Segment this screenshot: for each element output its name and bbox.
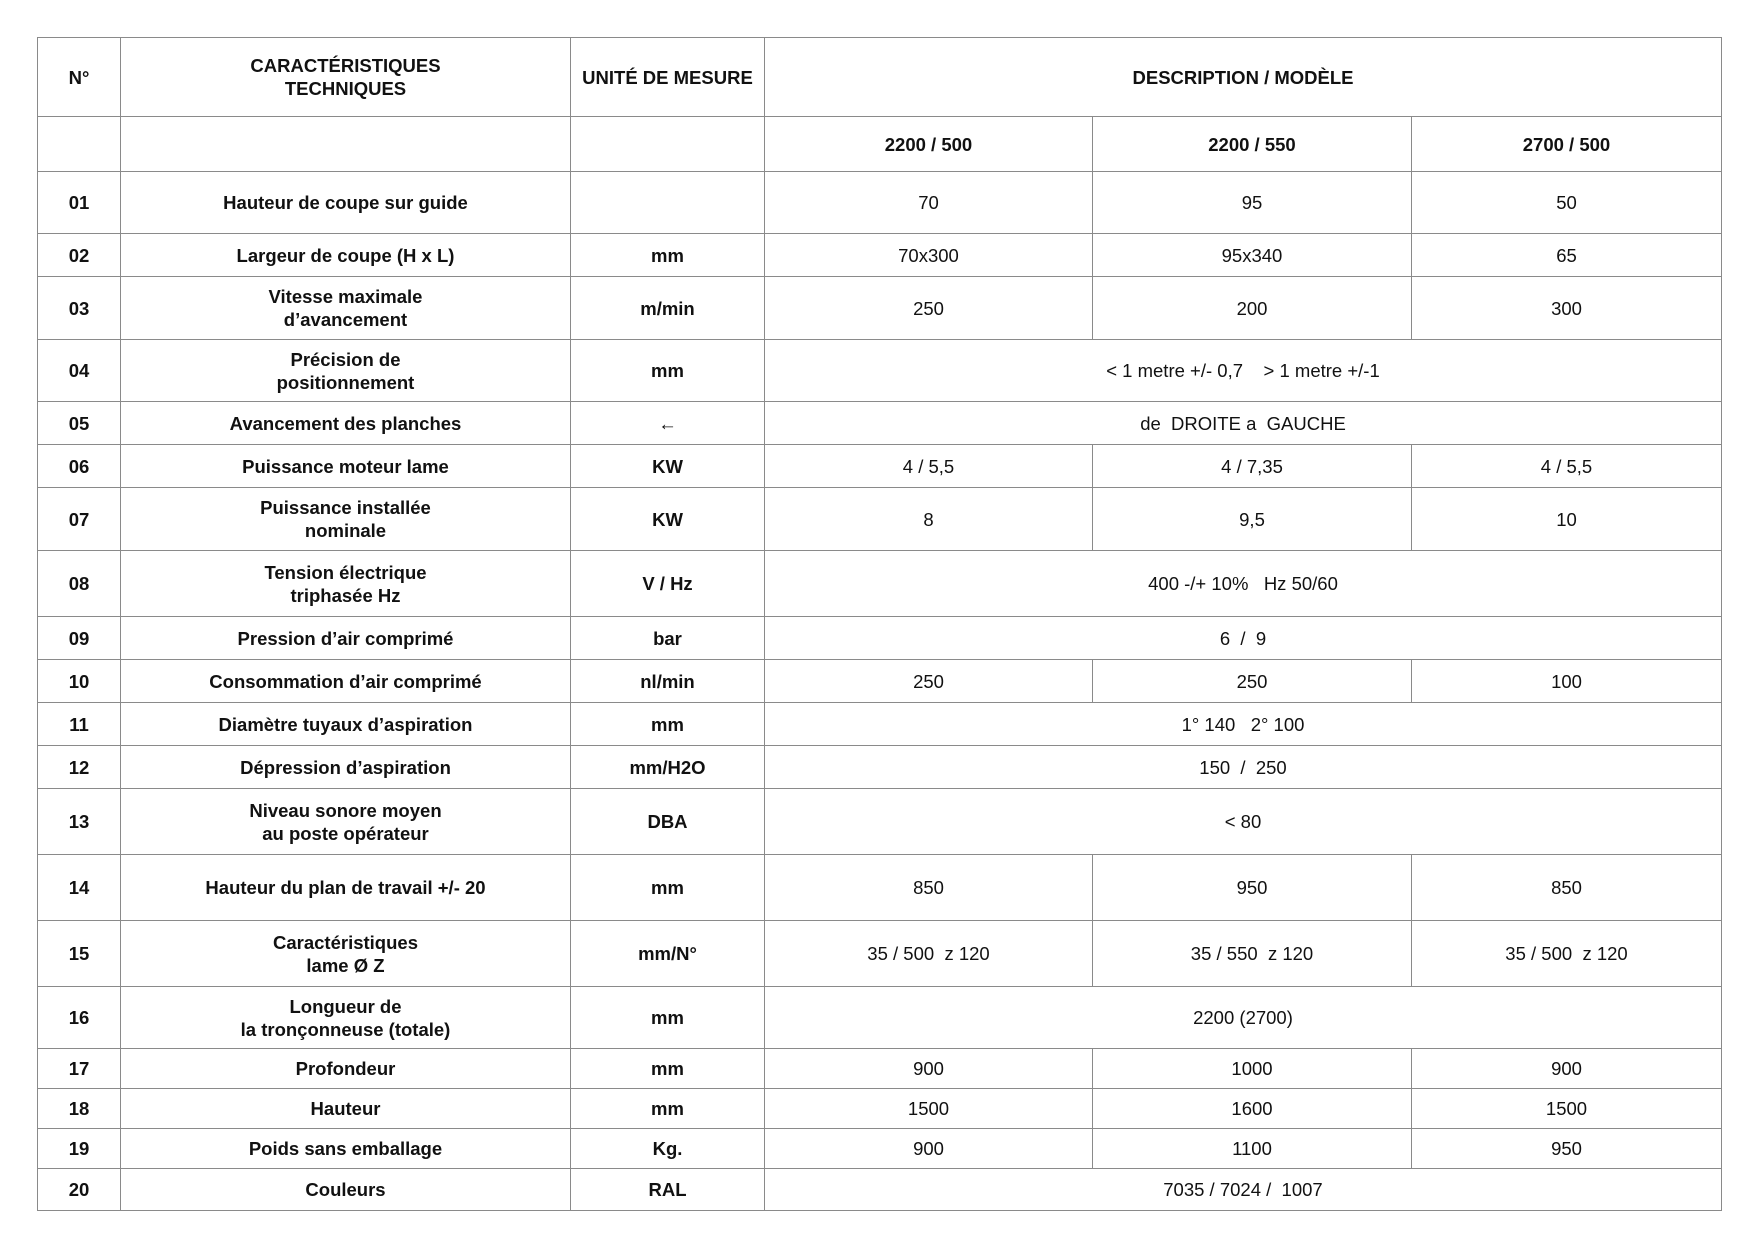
characteristic-line: Dépression d’aspiration [240, 756, 451, 778]
row-characteristic [121, 402, 571, 445]
row-value-model-3: 50 [1412, 172, 1722, 234]
model-header: 2200 / 550 [1093, 117, 1412, 172]
row-value-model-2: 95x340 [1093, 234, 1412, 277]
row-characteristic [121, 789, 571, 855]
row-value-model-1: 8 [765, 488, 1093, 551]
table-row [38, 855, 1722, 921]
row-value-model-1: 250 [765, 660, 1093, 703]
spec-table [37, 37, 1722, 1211]
row-number: 03 [38, 277, 121, 340]
row-characteristic [121, 1049, 571, 1089]
row-characteristic [121, 1129, 571, 1169]
row-characteristic [121, 1089, 571, 1129]
row-value-model-3: 900 [1412, 1049, 1722, 1089]
row-value-model-3: 300 [1412, 277, 1722, 340]
table-row [38, 402, 1722, 445]
table-row [38, 277, 1722, 340]
row-unit: RAL [571, 1169, 765, 1211]
row-number: 01 [38, 172, 121, 234]
table-row [38, 660, 1722, 703]
row-unit: KW [571, 445, 765, 488]
row-number: 07 [38, 488, 121, 551]
row-unit: Kg. [571, 1129, 765, 1169]
characteristic-line: d’avancement [283, 309, 408, 330]
row-value-model-2: 1100 [1093, 1129, 1412, 1169]
row-value-all-models: de DROITE a GAUCHE [765, 402, 1722, 445]
header-unit: UNITÉ DE MESURE [571, 38, 765, 117]
characteristic-line: nominale [304, 520, 387, 541]
row-number: 05 [38, 402, 121, 445]
characteristic-line: lame Ø Z [306, 954, 385, 976]
row-value-all-models: 400 -/+ 10% Hz 50/60 [765, 551, 1722, 617]
row-characteristic [121, 855, 571, 921]
empty-cell [571, 117, 765, 172]
header-row [38, 38, 1722, 117]
row-value-model-3: 1500 [1412, 1089, 1722, 1129]
characteristic-line: au poste opérateur [262, 822, 429, 844]
row-value-all-models: < 80 [765, 789, 1722, 855]
characteristic-line: Puissance moteur lame [242, 455, 449, 477]
row-number: 09 [38, 617, 121, 660]
row-unit: m/min [571, 277, 765, 340]
row-unit [571, 172, 765, 234]
row-value-model-3: 950 [1412, 1129, 1722, 1169]
model-row [38, 117, 1722, 172]
row-value-model-2: 950 [1093, 855, 1412, 921]
row-number: 17 [38, 1049, 121, 1089]
row-characteristic [121, 234, 571, 277]
header-characteristics-line: CARACTÉRISTIQUES [250, 55, 441, 76]
row-unit: KW [571, 488, 765, 551]
row-characteristic [121, 445, 571, 488]
characteristic-line: Diamètre tuyaux d’aspiration [218, 713, 473, 735]
row-number: 08 [38, 551, 121, 617]
row-characteristic [121, 987, 571, 1049]
row-number: 04 [38, 340, 121, 402]
row-characteristic [121, 617, 571, 660]
row-unit: DBA [571, 789, 765, 855]
row-value-model-3: 100 [1412, 660, 1722, 703]
row-characteristic [121, 703, 571, 746]
characteristic-line: Hauteur du plan de travail +/- 20 [205, 877, 486, 898]
row-number: 13 [38, 789, 121, 855]
row-number: 15 [38, 921, 121, 987]
row-unit: mm [571, 234, 765, 277]
table-row [38, 987, 1722, 1049]
row-unit: mm [571, 703, 765, 746]
row-value-model-2: 95 [1093, 172, 1412, 234]
characteristic-line: Hauteur [310, 1098, 381, 1119]
row-number: 06 [38, 445, 121, 488]
characteristic-line: Avancement des planches [229, 412, 462, 434]
row-unit: mm [571, 987, 765, 1049]
table-row [38, 1049, 1722, 1089]
row-unit: nl/min [571, 660, 765, 703]
characteristic-line: Poids sans emballage [248, 1138, 443, 1159]
characteristic-line: Couleurs [305, 1179, 386, 1200]
row-unit: mm [571, 855, 765, 921]
table-row [38, 340, 1722, 402]
table-row [38, 617, 1722, 660]
row-value-model-2: 200 [1093, 277, 1412, 340]
header-characteristics-line: TECHNIQUES [284, 78, 407, 99]
row-number: 12 [38, 746, 121, 789]
row-number: 14 [38, 855, 121, 921]
row-unit: mm/N° [571, 921, 765, 987]
table-row [38, 172, 1722, 234]
characteristic-line: Pression d’air comprimé [237, 627, 454, 649]
characteristic-line: Hauteur de coupe sur guide [223, 192, 468, 213]
row-value-model-1: 1500 [765, 1089, 1093, 1129]
row-number: 20 [38, 1169, 121, 1211]
table-row [38, 703, 1722, 746]
row-value-model-2: 4 / 7,35 [1093, 445, 1412, 488]
characteristic-line: positionnement [276, 371, 415, 393]
row-number: 16 [38, 987, 121, 1049]
row-value-all-models: 1° 140 2° 100 [765, 703, 1722, 746]
table-row [38, 488, 1722, 551]
row-characteristic [121, 660, 571, 703]
row-value-model-1: 4 / 5,5 [765, 445, 1093, 488]
row-value-all-models: 6 / 9 [765, 617, 1722, 660]
row-unit: bar [571, 617, 765, 660]
row-value-model-1: 900 [765, 1049, 1093, 1089]
row-value-model-1: 900 [765, 1129, 1093, 1169]
row-value-model-3: 35 / 500 z 120 [1412, 921, 1722, 987]
row-characteristic [121, 551, 571, 617]
table-row [38, 445, 1722, 488]
model-header: 2200 / 500 [765, 117, 1093, 172]
row-characteristic [121, 921, 571, 987]
characteristic-line: Niveau sonore moyen [249, 799, 442, 821]
table-row [38, 234, 1722, 277]
row-value-model-1: 70 [765, 172, 1093, 234]
row-value-model-3: 4 / 5,5 [1412, 445, 1722, 488]
characteristic-line: Puissance installée [260, 497, 431, 518]
table-row [38, 1089, 1722, 1129]
row-value-model-2: 250 [1093, 660, 1412, 703]
row-value-model-3: 65 [1412, 234, 1722, 277]
row-value-all-models: < 1 metre +/- 0,7 > 1 metre +/-1 [765, 340, 1722, 402]
table-row [38, 551, 1722, 617]
row-value-model-2: 1000 [1093, 1049, 1412, 1089]
row-characteristic [121, 746, 571, 789]
characteristic-line: la tronçonneuse (totale) [240, 1018, 451, 1040]
characteristic-line: Vitesse maximale [268, 286, 423, 307]
row-number: 10 [38, 660, 121, 703]
characteristic-line: triphasée Hz [290, 584, 401, 606]
header-characteristics [121, 38, 571, 117]
row-unit: mm [571, 1089, 765, 1129]
row-characteristic [121, 488, 571, 551]
row-unit: ← [571, 402, 765, 445]
row-number: 19 [38, 1129, 121, 1169]
characteristic-line: Consommation d’air comprimé [209, 670, 482, 692]
row-value-model-3: 850 [1412, 855, 1722, 921]
empty-cell [38, 117, 121, 172]
row-unit: mm [571, 340, 765, 402]
row-unit: V / Hz [571, 551, 765, 617]
row-value-all-models: 150 / 250 [765, 746, 1722, 789]
row-characteristic [121, 172, 571, 234]
row-value-all-models: 7035 / 7024 / 1007 [765, 1169, 1722, 1211]
row-unit: mm [571, 1049, 765, 1089]
row-value-model-2: 35 / 550 z 120 [1093, 921, 1412, 987]
table-row [38, 921, 1722, 987]
row-number: 18 [38, 1089, 121, 1129]
characteristic-line: Profondeur [295, 1058, 396, 1079]
row-value-model-2: 1600 [1093, 1089, 1412, 1129]
header-num: N° [38, 38, 121, 117]
characteristic-line: Tension électrique [264, 561, 427, 583]
header-description: DESCRIPTION / MODÈLE [765, 38, 1722, 117]
table-row [38, 1129, 1722, 1169]
row-number: 02 [38, 234, 121, 277]
row-value-all-models: 2200 (2700) [765, 987, 1722, 1049]
table-row [38, 789, 1722, 855]
row-value-model-1: 850 [765, 855, 1093, 921]
characteristic-line: Précision de [290, 348, 401, 370]
row-characteristic [121, 277, 571, 340]
row-characteristic [121, 1169, 571, 1211]
row-value-model-1: 35 / 500 z 120 [765, 921, 1093, 987]
characteristic-line: Largeur de coupe (H x L) [236, 244, 455, 266]
row-unit: mm/H2O [571, 746, 765, 789]
characteristic-line: Longueur de [289, 995, 402, 1017]
row-value-model-1: 250 [765, 277, 1093, 340]
table-row [38, 1169, 1722, 1211]
row-value-model-2: 9,5 [1093, 488, 1412, 551]
table-row [38, 746, 1722, 789]
characteristic-line: Caractéristiques [273, 931, 418, 953]
row-value-model-3: 10 [1412, 488, 1722, 551]
empty-cell [121, 117, 571, 172]
row-number: 11 [38, 703, 121, 746]
row-characteristic [121, 340, 571, 402]
model-header: 2700 / 500 [1412, 117, 1722, 172]
row-value-model-1: 70x300 [765, 234, 1093, 277]
